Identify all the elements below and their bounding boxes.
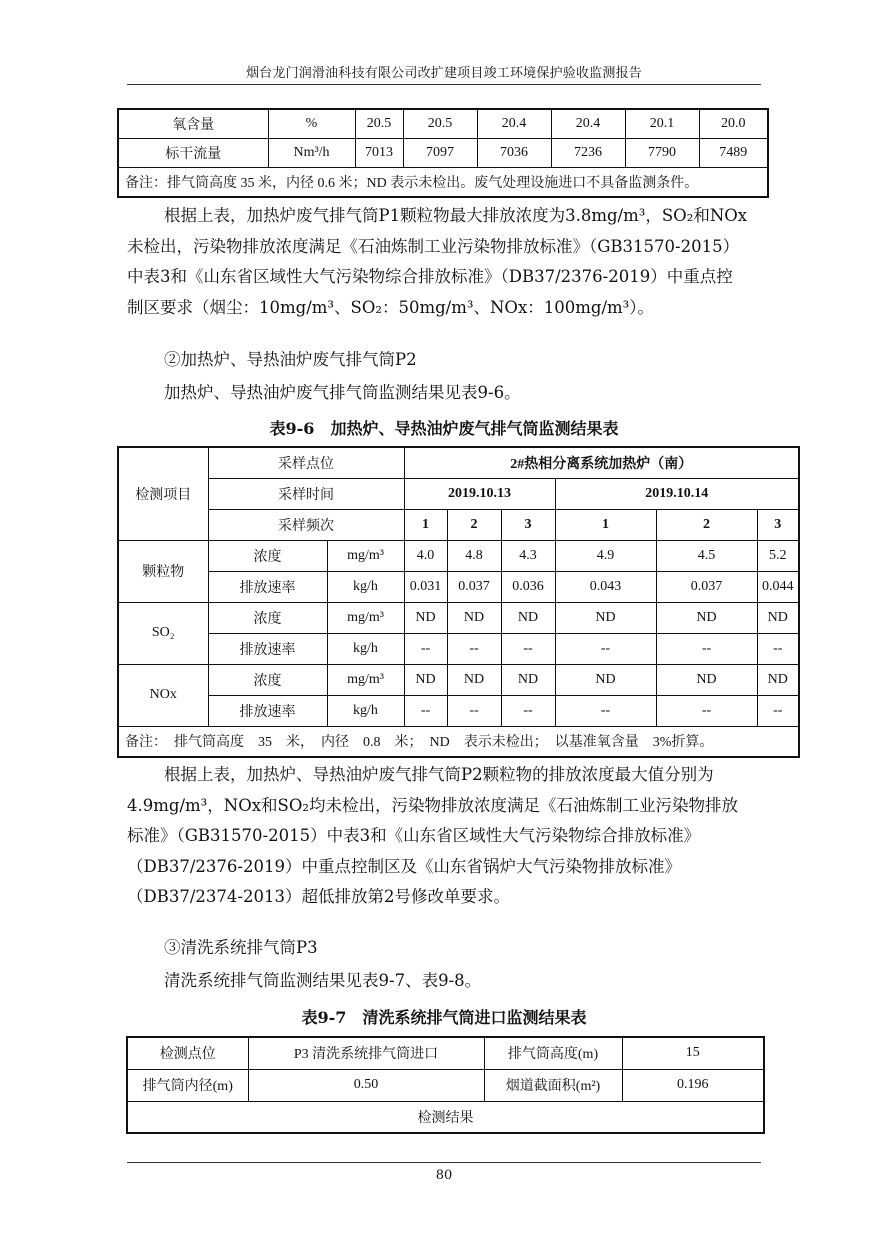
row-label: 标干流量 — [118, 138, 268, 167]
cell-value: ND — [447, 664, 501, 695]
cell-value: 0.036 — [501, 571, 555, 602]
cell-value: -- — [757, 633, 799, 664]
header-rule — [127, 84, 761, 85]
cell-value: 5.2 — [757, 540, 799, 571]
cell-value: -- — [501, 633, 555, 664]
header-row-freq — [118, 509, 799, 540]
metric-label: 浓度 — [208, 664, 327, 695]
text-line: 未检出，污染物排放浓度满足《石油炼制工业污染物排放标准》（GB31570-2015） — [127, 236, 740, 256]
cell-value: -- — [555, 633, 656, 664]
table-row — [127, 1069, 764, 1101]
cell-value: ND — [757, 664, 799, 695]
cell-value: ND — [404, 602, 447, 633]
cell-value: 4.5 — [656, 540, 757, 571]
metric-unit: kg/h — [327, 633, 404, 664]
metric-label: 排放速率 — [208, 633, 327, 664]
cell-value: 7013 — [355, 138, 403, 167]
cell-value: -- — [757, 695, 799, 726]
cell-value: 20.0 — [699, 109, 768, 138]
pollutant-name: NOx — [118, 664, 208, 726]
header-cell: 采样点位 — [208, 447, 404, 478]
cell-value: ND — [501, 664, 555, 695]
table-row — [127, 1101, 764, 1133]
cell-value: ND — [501, 602, 555, 633]
cell-value: 0.196 — [622, 1069, 764, 1101]
header-cell: 烟道截面积(m²) — [484, 1069, 622, 1101]
freq-cell: 3 — [757, 509, 799, 540]
cell-value: 0.50 — [248, 1069, 484, 1101]
metric-label: 浓度 — [208, 540, 327, 571]
freq-cell: 1 — [404, 509, 447, 540]
text-line: 4.9mg/m³，NOx和SO₂均未检出，污染物排放浓度满足《石油炼制工业污染物排放 — [127, 795, 738, 815]
paragraph-1 — [127, 201, 761, 323]
header-cell: 采样时间 — [208, 478, 404, 509]
cell-value: 20.4 — [477, 109, 551, 138]
sampling-point: 2#热相分离系统加热炉（南） — [404, 447, 799, 478]
section-heading-p3 — [127, 933, 761, 964]
table-row — [127, 1037, 764, 1069]
body-text: 加热炉、导热油炉废气排气筒监测结果见表9-6。 — [164, 383, 521, 402]
heading-text: ③清洗系统排气筒P3 — [164, 938, 318, 957]
cell-value: 4.8 — [447, 540, 501, 571]
date-cell: 2019.10.14 — [555, 478, 799, 509]
cell-value: ND — [555, 602, 656, 633]
metric-unit: kg/h — [327, 695, 404, 726]
table-9-7 — [126, 1036, 765, 1134]
header-cell: 排气筒内径(m) — [127, 1069, 248, 1101]
metric-label: 浓度 — [208, 602, 327, 633]
table-row — [118, 138, 768, 167]
metric-label: 排放速率 — [208, 695, 327, 726]
section-heading-p2 — [127, 345, 761, 376]
cell-value: -- — [656, 695, 757, 726]
text-line: 中表3和《山东省区域性大气污染物综合排放标准》（DB37/2376-2019）中重点控 — [127, 267, 733, 286]
cell-value: ND — [757, 602, 799, 633]
freq-cell: 2 — [656, 509, 757, 540]
cell-value: ND — [447, 602, 501, 633]
text-line: 根据上表，加热炉废气排气筒P1颗粒物最大排放浓度为3.8mg/m³，SO₂和NOx — [164, 206, 748, 225]
table-row — [118, 109, 768, 138]
metric-unit: mg/m³ — [327, 540, 404, 571]
cell-value: 15 — [622, 1037, 764, 1069]
table-row — [118, 602, 799, 633]
cell-value: 4.9 — [555, 540, 656, 571]
header-cell: 采样频次 — [208, 509, 404, 540]
cell-value: 7489 — [699, 138, 768, 167]
paragraph-2 — [127, 760, 761, 913]
cell-value: -- — [404, 633, 447, 664]
cell-value: 4.3 — [501, 540, 555, 571]
cell-value: -- — [555, 695, 656, 726]
table-9-5-continuation — [117, 108, 769, 198]
table-note-row — [118, 726, 799, 757]
col-group-label: 检测项目 — [118, 447, 208, 540]
pollutant-name: SO₂ — [118, 602, 208, 664]
header-row-point — [118, 447, 799, 478]
table-row — [118, 633, 799, 664]
heading-text: ②加热炉、导热油炉废气排气筒P2 — [164, 350, 417, 369]
table-row — [118, 695, 799, 726]
text-line: 标准》（GB31570-2015）中表3和《山东省区域性大气污染物综合排放标准》 — [127, 826, 701, 845]
row-unit: Nm³/h — [268, 138, 355, 167]
cell-value: 0.043 — [555, 571, 656, 602]
table-row — [118, 664, 799, 695]
cell-value: -- — [656, 633, 757, 664]
pollutant-name: 颗粒物 — [118, 540, 208, 602]
metric-unit: mg/m³ — [327, 602, 404, 633]
header-cell: 排气筒高度(m) — [484, 1037, 622, 1069]
text-line: （DB37/2376-2019）中重点控制区及《山东省锅炉大气污染物排放标准》 — [127, 856, 681, 876]
freq-cell: 3 — [501, 509, 555, 540]
table-row — [118, 540, 799, 571]
text-line: （DB37/2374-2013）超低排放第2号修改单要求。 — [127, 887, 510, 906]
table-9-6-caption: 表9-6 加热炉、导热油炉废气排气筒监测结果表 — [269, 419, 619, 438]
cell-value: 4.0 — [404, 540, 447, 571]
cell-value: 0.037 — [656, 571, 757, 602]
cell-value: 20.4 — [551, 109, 625, 138]
date-cell: 2019.10.13 — [404, 478, 555, 509]
cell-value: P3 清洗系统排气筒进口 — [248, 1037, 484, 1069]
cell-value: 20.5 — [403, 109, 477, 138]
header-cell: 检测点位 — [127, 1037, 248, 1069]
cell-value: 7036 — [477, 138, 551, 167]
cell-value: ND — [555, 664, 656, 695]
section-text-p3 — [127, 966, 761, 997]
metric-unit: kg/h — [327, 571, 404, 602]
text-line: 制区要求（烟尘：10mg/m³、SO₂：50mg/m³、NOx：100mg/m³）。 — [127, 297, 655, 317]
body-text: 清洗系统排气筒监测结果见表9-7、表9-8。 — [164, 971, 482, 990]
cell-value: 7097 — [403, 138, 477, 167]
cell-value: -- — [501, 695, 555, 726]
cell-value: ND — [656, 664, 757, 695]
cell-value: 0.031 — [404, 571, 447, 602]
table-note-row — [118, 167, 768, 197]
metric-unit: mg/m³ — [327, 664, 404, 695]
cell-value: 0.044 — [757, 571, 799, 602]
table-9-7-caption: 表9-7 清洗系统排气筒进口监测结果表 — [301, 1008, 587, 1027]
freq-cell: 1 — [555, 509, 656, 540]
section-text-p2 — [127, 378, 761, 409]
cell-value: -- — [447, 633, 501, 664]
cell-value: 20.5 — [355, 109, 403, 138]
cell-value: 20.1 — [625, 109, 699, 138]
cell-value: -- — [447, 695, 501, 726]
table-note: 备注：排气筒高度 35 米，内径 0.6 米；ND 表示未检出。废气处理设施进口不具备监测条件。 — [118, 167, 768, 197]
cell-value: ND — [656, 602, 757, 633]
text-line: 根据上表，加热炉、导热油炉废气排气筒P2颗粒物的排放浓度最大值分别为 — [164, 765, 714, 784]
page-number: 80 — [435, 1168, 453, 1183]
results-header: 检测结果 — [127, 1101, 764, 1133]
header-row-time — [118, 478, 799, 509]
cell-value: 7790 — [625, 138, 699, 167]
table-note: 备注： 排气筒高度 35 米， 内径 0.8 米； ND 表示未检出； 以基准氧含量 3%折算。 — [118, 726, 799, 757]
row-unit: % — [268, 109, 355, 138]
table-9-6 — [117, 446, 800, 758]
cell-value: 7236 — [551, 138, 625, 167]
table-row — [118, 571, 799, 602]
row-label: 氧含量 — [118, 109, 268, 138]
cell-value: 0.037 — [447, 571, 501, 602]
running-header: 烟台龙门润滑油科技有限公司改扩建项目竣工环境保护验收监测报告 — [245, 66, 642, 81]
cell-value: ND — [404, 664, 447, 695]
freq-cell: 2 — [447, 509, 501, 540]
metric-label: 排放速率 — [208, 571, 327, 602]
footer-rule — [127, 1162, 761, 1163]
cell-value: -- — [404, 695, 447, 726]
